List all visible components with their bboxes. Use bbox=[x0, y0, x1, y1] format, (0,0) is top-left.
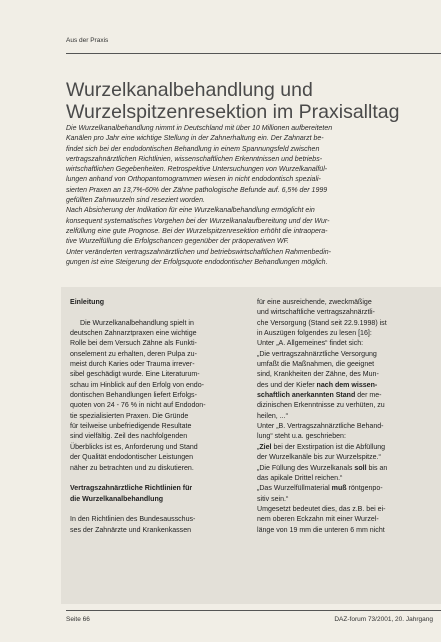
abstract-line: lungen anhand von Orthopantomogrammen wiesen in nicht endodontisch speziali- bbox=[66, 176, 321, 184]
text-run: „Das Wurzelfüllmaterial bbox=[257, 485, 332, 493]
body-line: che Versorgung (Stand seit 22.9.1998) ist bbox=[257, 319, 387, 327]
text-run: bis an bbox=[366, 464, 388, 472]
body-line: meist durch Karies oder Trauma irrever- bbox=[70, 361, 195, 369]
abstract-line: findet sich bei der endodontischen Behandlung in einem Spannungsfeld zwischen bbox=[66, 145, 320, 153]
abstract-line: konsequent systematisches Vorgehen bei der Wurzelkanalaufbereitung und der Wur- bbox=[66, 217, 330, 225]
body-line bbox=[257, 484, 434, 494]
body-line: länge von 19 mm die unteren 6 mm nicht bbox=[257, 526, 385, 534]
body-line: Überblicks ist es, Anforderung und Stand bbox=[70, 443, 198, 451]
abstract-line: zelfüllung eine gute Prognose. Bei der Wurzelspitzenresektion erhöht die intraopera- bbox=[66, 227, 328, 235]
top-rule bbox=[66, 53, 441, 54]
body-line: Umgesetzt bedeutet dies, das z.B. bei ei- bbox=[257, 505, 386, 513]
text-run: „Die Füllung des Wurzelkanals bbox=[257, 464, 355, 472]
emphasis: muß bbox=[331, 485, 347, 493]
abstract-line: gungen ist eine Steigerung der Erfolgsquote endodontischer Behandlungen möglich. bbox=[66, 258, 328, 266]
journal-info: DAZ-forum 73/2001, 20. Jahrgang bbox=[334, 616, 433, 623]
body-line: In den Richtlinien des Bundesausschus- bbox=[70, 516, 196, 524]
right-column bbox=[257, 298, 434, 536]
body-line: „Die vertragszahnärztliche Versorgung bbox=[257, 350, 377, 358]
body-line: nem oberen Eckzahn mit einer Wurzel- bbox=[257, 516, 379, 524]
emphasis: soll bbox=[354, 464, 367, 472]
title-line: Wurzelspitzenresektion im Praxisalltag bbox=[66, 101, 400, 124]
body-line: das apikale Drittel reichen.“ bbox=[257, 474, 343, 482]
body-line: deutschen Zahnarztpraxen eine wichtige bbox=[70, 330, 197, 338]
emphasis: Ziel bbox=[259, 443, 272, 451]
body-line: sind vielfältig. Zeil des nachfolgenden bbox=[70, 433, 188, 441]
body-line: in Auszügen folgendes zu lesen [16]: bbox=[257, 330, 372, 338]
body-line bbox=[257, 443, 434, 453]
emphasis: nach dem wissen- bbox=[316, 381, 378, 389]
body-line: ses der Zahnärzte und Krankenkassen bbox=[70, 526, 192, 534]
body-line: heilen, ...“ bbox=[257, 412, 288, 420]
text-run: des und der Kiefer bbox=[257, 381, 317, 389]
abstract-line: wirtschaftlichen Gegebenheiten. Retrospektive Untersuchungen von Wurzelkanalfül- bbox=[66, 166, 328, 174]
abstract-line: vertragszahnärztlichen Richtlinien, wissenschaftlichen Erkenntnissen und betriebs- bbox=[66, 155, 323, 163]
body-line: Unter „B. Vertragszahnärztliche Behand- bbox=[257, 423, 384, 431]
body-line: für eine ausreichende, zweckmäßige bbox=[257, 299, 372, 306]
page-number: Seite 66 bbox=[66, 616, 90, 623]
bottom-rule bbox=[66, 610, 441, 611]
text-run: bei der Exstirpation ist die Abfüllung bbox=[271, 443, 386, 451]
abstract-line: Nach Absicherung der Indikation für eine Wurzelkanalbehandlung ermöglicht ein bbox=[66, 207, 315, 215]
abstract-line: sierten Praxen an 13,7%-60% der Zähne pathologische Befunde auf. 6,5% der 1999 bbox=[66, 186, 328, 194]
body-line: dizinischen Erkenntnisse zu verhüten, zu bbox=[257, 402, 385, 410]
body-line: näher zu betrachten und zu diskutieren. bbox=[70, 464, 194, 472]
body-line bbox=[257, 391, 434, 401]
body-line: schau im Hinblick auf den Erfolg von endo- bbox=[70, 381, 204, 389]
text-run: röntgenpo- bbox=[346, 485, 383, 493]
left-column bbox=[70, 298, 247, 536]
body-line: Die Wurzelkanalbehandlung spielt in bbox=[80, 319, 194, 327]
body-line: lung“ steht u.a. geschrieben: bbox=[257, 433, 346, 441]
body-line: der Qualität endodontischer Leistungen bbox=[70, 454, 194, 462]
abstract-line: gefüllten Zahnwurzeln sind reseziert worden. bbox=[66, 197, 205, 205]
abstract-line: Kanälen pro Jahr eine wichtige Stellung in der Zahnerhaltung ein. Der Zahnarzt be- bbox=[66, 135, 324, 143]
emphasis: schaftlich anerkannten Stand bbox=[257, 392, 356, 400]
abstract bbox=[66, 124, 433, 268]
abstract-line: tive Wurzelfüllung die Erfolgschancen gegenüber der präoperativen WF. bbox=[66, 238, 289, 246]
section-label: Aus der Praxis bbox=[66, 37, 109, 44]
text-run: „ bbox=[257, 443, 260, 451]
body-line bbox=[257, 464, 434, 474]
body-line: und wirtschaftliche vertragszahnärztli- bbox=[257, 309, 375, 317]
body-line: onselement zu erhalten, deren Pulpa zu- bbox=[70, 350, 197, 358]
body-line: sitiv sein.“ bbox=[257, 495, 289, 503]
body-line: Unter „A. Allgemeines“ findet sich: bbox=[257, 340, 364, 348]
body-line bbox=[257, 381, 434, 391]
text-run: der me- bbox=[355, 392, 382, 400]
article-title bbox=[66, 79, 436, 123]
body-line: tie spezialisierten Praxen. Die Gründe bbox=[70, 412, 189, 420]
body-line: sibel geschädigt wurde. Eine Literaturum- bbox=[70, 371, 200, 379]
abstract-line: Die Wurzelkanalbehandlung nimmt in Deutschland mit über 10 Millionen aufbereiteten bbox=[66, 125, 333, 132]
body-line: für teilweise unbefriedigende Resultate bbox=[70, 423, 192, 431]
body-line: quoten von 24 - 76 % in nicht auf Endodon- bbox=[70, 402, 206, 410]
heading-richtlinien: die Wurzelkanalbehandlung bbox=[70, 495, 164, 503]
body-line: sind, Krankheiten der Zähne, des Mun- bbox=[257, 371, 379, 379]
body-line: dontischen Behandlungen liefert Erfolgs- bbox=[70, 392, 197, 400]
body-line: der Wurzelkanäle bis zur Wurzelspitze.“ bbox=[257, 454, 381, 462]
heading-richtlinien: Vertragszahnärztliche Richtlinien für bbox=[70, 485, 193, 493]
body-line: umfaßt die Maßnahmen, die geeignet bbox=[257, 361, 375, 369]
body-line: Rolle bei dem Versuch Zähne als Funkti- bbox=[70, 340, 197, 348]
abstract-line: Unter veränderten vertragszahnärztlichen und betriebswirtschaftlichen Rahmenbedin- bbox=[66, 248, 331, 256]
title-line: Wurzelkanalbehandlung und bbox=[66, 79, 313, 102]
heading-einleitung: Einleitung bbox=[70, 299, 105, 306]
